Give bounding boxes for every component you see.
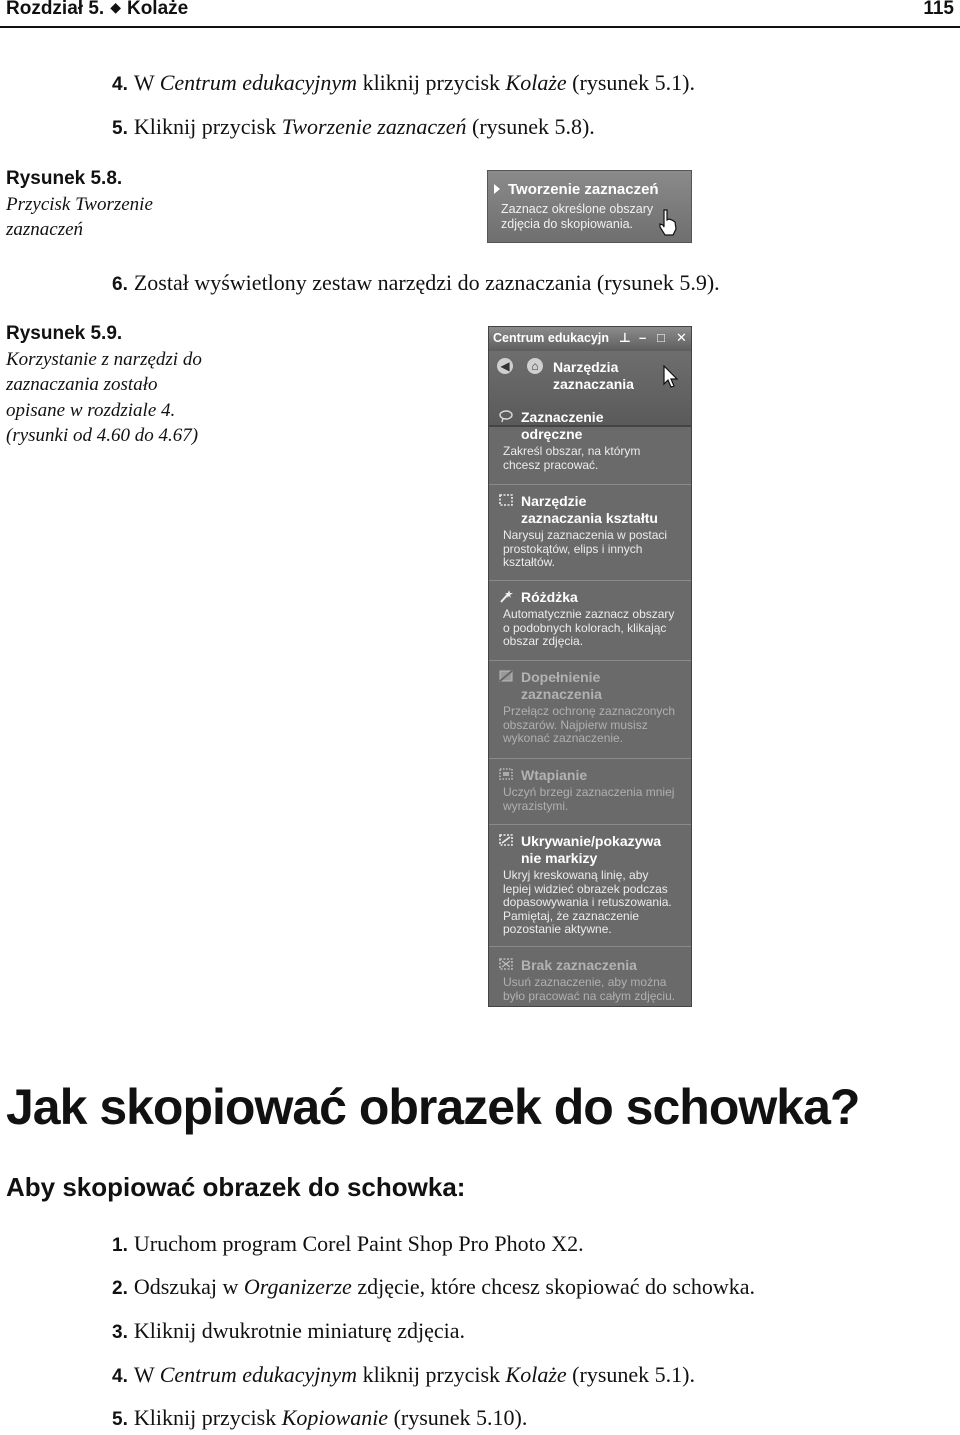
step-item <box>112 1405 527 1431</box>
tool-desc-line: prostokątów, elips i innych <box>503 541 643 556</box>
step-text: (rysunek 5.8). <box>466 114 595 139</box>
step-text: Odszukaj w <box>133 1274 244 1299</box>
step-text: Kliknij przycisk <box>133 114 282 139</box>
chapter-title <box>6 0 188 20</box>
tool-name-line: odręczne <box>521 426 583 442</box>
tool-magic-wand[interactable] <box>489 581 691 661</box>
tool-desc-line: dopasowywania i retuszowania. <box>503 895 672 909</box>
step-item <box>112 70 695 96</box>
back-arrow-icon[interactable]: ◀ <box>497 358 513 374</box>
step-item <box>112 1318 465 1344</box>
step-number: 1. <box>112 1235 128 1256</box>
tool-desc-line: wykonać zaznaczenie. <box>503 731 624 745</box>
tool-desc-line: pozostanie aktywne. <box>503 922 612 936</box>
tool-deselect[interactable] <box>489 947 691 1007</box>
step-number: 3. <box>112 1322 128 1343</box>
lasso-icon <box>498 409 514 423</box>
step-emphasis: Kolaże <box>505 70 567 95</box>
button-description: Zaznacz określone obszary zdjęcia do skopiowania. <box>501 202 654 231</box>
deselect-icon <box>498 957 514 971</box>
tool-desc-line: obszar zdjęcia. <box>503 634 584 648</box>
tool-feather[interactable] <box>489 759 691 825</box>
tool-desc-line: Ukryj kreskowaną linię, aby <box>503 868 649 882</box>
figure-caption <box>6 321 226 449</box>
step-number: 6. <box>112 274 128 295</box>
caption-label: Rysunek 5.9. <box>6 323 123 344</box>
invert-selection-icon <box>498 669 514 683</box>
tool-name-line: Dopełnienie <box>521 669 601 685</box>
tool-invert-selection[interactable] <box>489 661 691 759</box>
step-text: Uruchom program Corel Paint Shop Pro Photo X2. <box>133 1231 584 1256</box>
figure-caption <box>6 166 226 243</box>
tool-name <box>521 833 661 867</box>
step-item <box>112 1274 755 1300</box>
step-emphasis: Centrum edukacyjnym <box>159 70 358 95</box>
nav-label-line: Narzędzia <box>553 359 619 375</box>
step-emphasis: Kopiowanie <box>281 1405 389 1430</box>
tool-desc-line: o podobnych kolorach, klikając <box>503 620 667 635</box>
step-text: kliknij przycisk <box>357 70 506 95</box>
running-header <box>0 0 960 28</box>
tool-name-line: Zaznaczenie <box>521 409 604 425</box>
step-item <box>112 270 720 296</box>
tool-name: Wtapianie <box>521 767 588 783</box>
pin-icon[interactable]: ⊥ <box>619 330 631 345</box>
tool-desc-line: Uczyń brzegi zaznaczenia mniej <box>503 785 675 799</box>
tool-description <box>503 786 689 813</box>
step-number: 5. <box>112 1409 128 1430</box>
tool-desc-line: Zakreśl obszar, na którym <box>503 444 641 458</box>
tool-description <box>503 445 689 472</box>
tool-name: Brak zaznaczenia <box>521 957 637 973</box>
page-number: 115 <box>923 0 954 19</box>
tool-name-line: zaznaczania kształtu <box>521 510 658 526</box>
step-item <box>112 1231 584 1257</box>
step-emphasis: Tworzenie zaznaczeń <box>281 114 467 139</box>
sub-heading: Aby skopiować obrazek do schowka: <box>6 1172 466 1202</box>
create-selection-button[interactable] <box>487 170 692 243</box>
caption-text: Przycisk Tworzenie zaznaczeń <box>6 193 153 240</box>
magic-wand-icon <box>498 589 514 603</box>
tool-desc-line: Usuń zaznaczenie, aby można <box>503 975 667 989</box>
caption-label: Rysunek 5.8. <box>6 168 123 189</box>
feather-icon <box>498 767 514 781</box>
tool-name-line: Narzędzie <box>521 493 587 509</box>
tool-desc-line: kształtów. <box>503 555 556 569</box>
step-number: 4. <box>112 1366 128 1387</box>
tool-desc-line: wyrazistymi. <box>503 798 569 813</box>
nav-label <box>553 359 634 393</box>
tool-description <box>503 608 689 649</box>
step-emphasis: Organizerze <box>243 1274 352 1299</box>
section-heading: Jak skopiować obrazek do schowka? <box>6 1079 860 1135</box>
tool-freehand-selection[interactable] <box>489 401 691 485</box>
tool-name <box>521 669 602 703</box>
home-icon[interactable]: ⌂ <box>527 358 543 374</box>
minimize-icon[interactable]: – <box>639 330 647 345</box>
step-text: W <box>133 70 160 95</box>
mouse-pointer-icon <box>663 365 679 389</box>
step-text: Został wyświetlony zestaw narzędzi do zaznaczania (rysunek 5.9). <box>133 270 720 295</box>
tool-description <box>503 529 689 570</box>
tool-name-line: Ukrywanie/pokazywa <box>521 833 662 849</box>
panel-title: Centrum edukacyjn <box>493 331 610 345</box>
tool-name: Różdżka <box>521 589 578 605</box>
hand-cursor-icon <box>658 209 678 237</box>
panel-titlebar <box>489 327 691 351</box>
step-number: 2. <box>112 1278 128 1299</box>
tool-desc-line: Automatycznie zaznacz obszary <box>503 607 675 621</box>
tool-desc-line: było pracować na całym zdjęciu. <box>503 988 676 1003</box>
step-item <box>112 1362 695 1388</box>
restore-icon[interactable]: □ <box>657 330 665 345</box>
tool-name <box>521 493 658 527</box>
button-title: Tworzenie zaznaczeń <box>508 181 659 198</box>
selection-tools-panel <box>488 326 692 1007</box>
tool-description <box>503 976 689 1003</box>
tool-description <box>503 869 689 937</box>
tool-description <box>503 705 689 746</box>
step-text: zdjęcie, które chcesz skopiować do schowka. <box>351 1274 755 1299</box>
tool-name-line: nie markizy <box>521 850 598 866</box>
step-text: W <box>133 1362 160 1387</box>
step-text: (rysunek 5.1). <box>566 1362 695 1387</box>
step-text: (rysunek 5.10). <box>388 1405 528 1430</box>
marquee-toggle-icon <box>498 833 514 847</box>
step-number: 5. <box>112 118 128 139</box>
step-number: 4. <box>112 74 128 95</box>
selection-marquee-icon <box>498 493 514 507</box>
tool-shape-selection[interactable] <box>489 485 691 581</box>
step-emphasis: Centrum edukacyjnym <box>159 1362 358 1387</box>
close-icon[interactable]: ✕ <box>676 330 687 345</box>
step-text: Kliknij przycisk <box>133 1405 282 1430</box>
chapter-label: Rozdział 5. <box>6 0 105 19</box>
nav-label-line: zaznaczania <box>553 376 634 392</box>
step-text: kliknij przycisk <box>357 1362 506 1387</box>
tool-desc-line: obszarów. Najpierw musisz <box>503 717 648 732</box>
tool-desc-line: Pamiętaj, że zaznaczenie <box>503 908 640 923</box>
tool-desc-line: Przełącz ochronę zaznaczonych <box>503 704 676 718</box>
step-text: (rysunek 5.1). <box>566 70 695 95</box>
step-emphasis: Kolaże <box>505 1362 567 1387</box>
step-text: Kliknij dwukrotnie miniaturę zdjęcia. <box>133 1318 465 1343</box>
section-label: Kolaże <box>126 0 189 19</box>
tool-desc-line: chcesz pracować. <box>503 457 599 472</box>
tool-name <box>521 409 603 443</box>
tool-desc-line: Narysuj zaznaczenia w postaci <box>503 528 668 542</box>
tool-toggle-marquee[interactable] <box>489 825 691 947</box>
tool-name-line: zaznaczenia <box>521 686 602 702</box>
step-item <box>112 114 595 140</box>
tool-desc-line: lepiej widzieć obrazek podczas <box>503 881 668 896</box>
play-arrow-icon <box>494 184 500 194</box>
caption-text: Korzystanie z narzędzi do zaznaczania zostało opisane w rozdziale 4. (rysunki od 4.60 do 4.67) <box>6 348 202 446</box>
diamond-icon: ◆ <box>110 0 121 15</box>
